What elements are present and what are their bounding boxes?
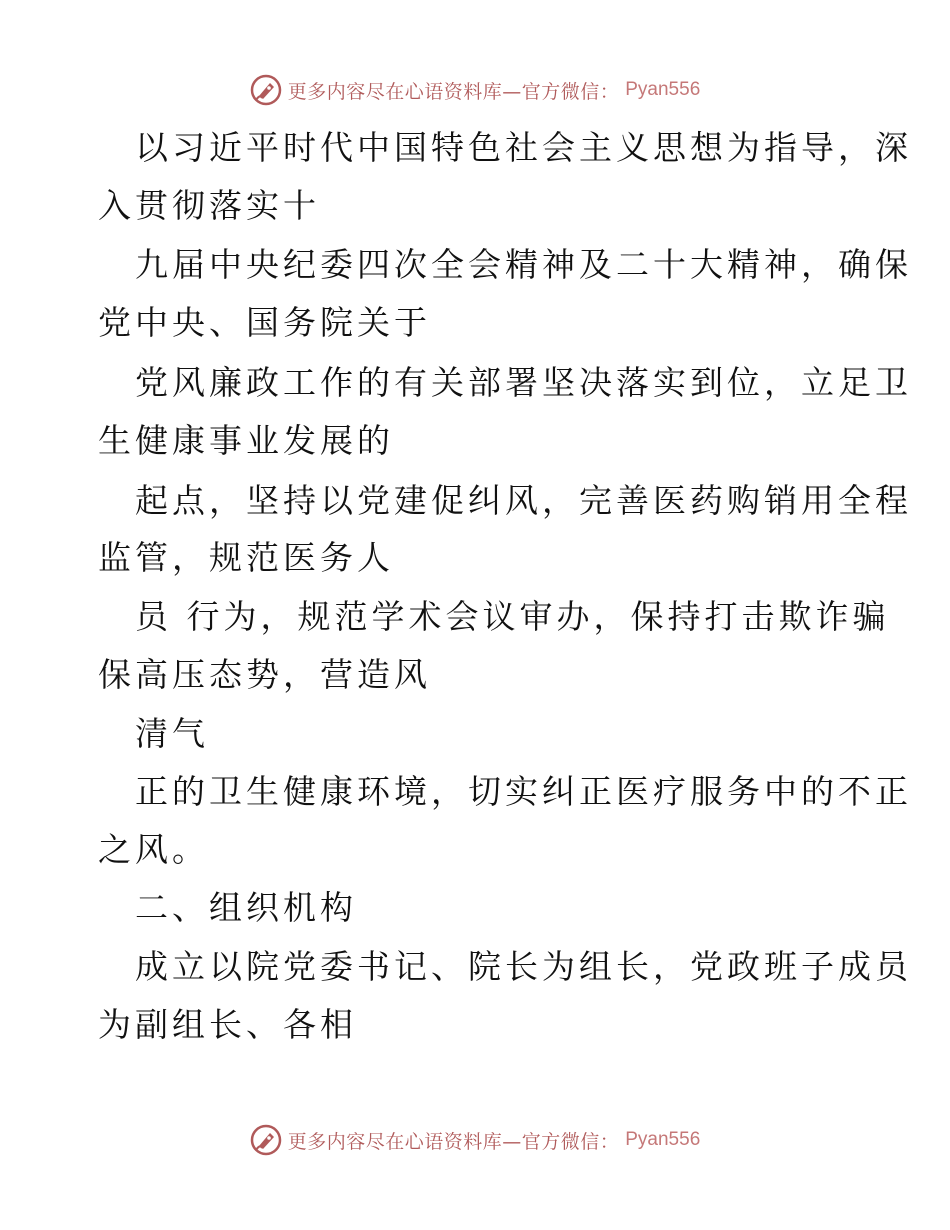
section-heading: 二、组织机构 xyxy=(135,888,357,927)
text-line: 保高压态势，营造风 xyxy=(98,655,431,694)
header-watermark xyxy=(0,70,950,110)
watermark-text: 更多内容尽在心语资料库—官方微信： xyxy=(287,1130,620,1153)
text-line: 党中央、国务院关于 xyxy=(98,303,431,342)
text-line: 清气 xyxy=(135,714,209,753)
text-line: 为副组长、各相 xyxy=(98,1005,357,1044)
watermark-account: Pyan556 xyxy=(625,79,701,100)
text-line: 监管，规范医务人 xyxy=(98,538,394,577)
footer-watermark xyxy=(0,1120,950,1160)
text-line: 以习近平时代中国特色社会主义思想为指导，深 xyxy=(135,128,912,167)
pen-nib-logo-icon xyxy=(250,1124,282,1156)
text-line: 九届中央纪委四次全会精神及二十大精神，确保 xyxy=(135,245,912,284)
text-line: 员 行为，规范学术会议审办，保持打击欺诈骗 xyxy=(135,597,890,636)
text-line: 正的卫生健康环境，切实纠正医疗服务中的不正 xyxy=(135,772,912,811)
text-line: 入贯彻落实十 xyxy=(98,186,320,225)
watermark-text: 更多内容尽在心语资料库—官方微信： xyxy=(287,80,620,103)
text-line: 党风廉政工作的有关部署坚决落实到位，立足卫 xyxy=(135,363,912,402)
pen-nib-logo-icon xyxy=(250,74,282,106)
text-line: 成立以院党委书记、院长为组长，党政班子成员 xyxy=(135,947,912,986)
text-line: 生健康事业发展的 xyxy=(98,421,394,460)
text-line: 之风。 xyxy=(98,830,209,869)
watermark-account: Pyan556 xyxy=(625,1129,701,1150)
text-line: 起点，坚持以党建促纠风，完善医药购销用全程 xyxy=(135,481,912,520)
